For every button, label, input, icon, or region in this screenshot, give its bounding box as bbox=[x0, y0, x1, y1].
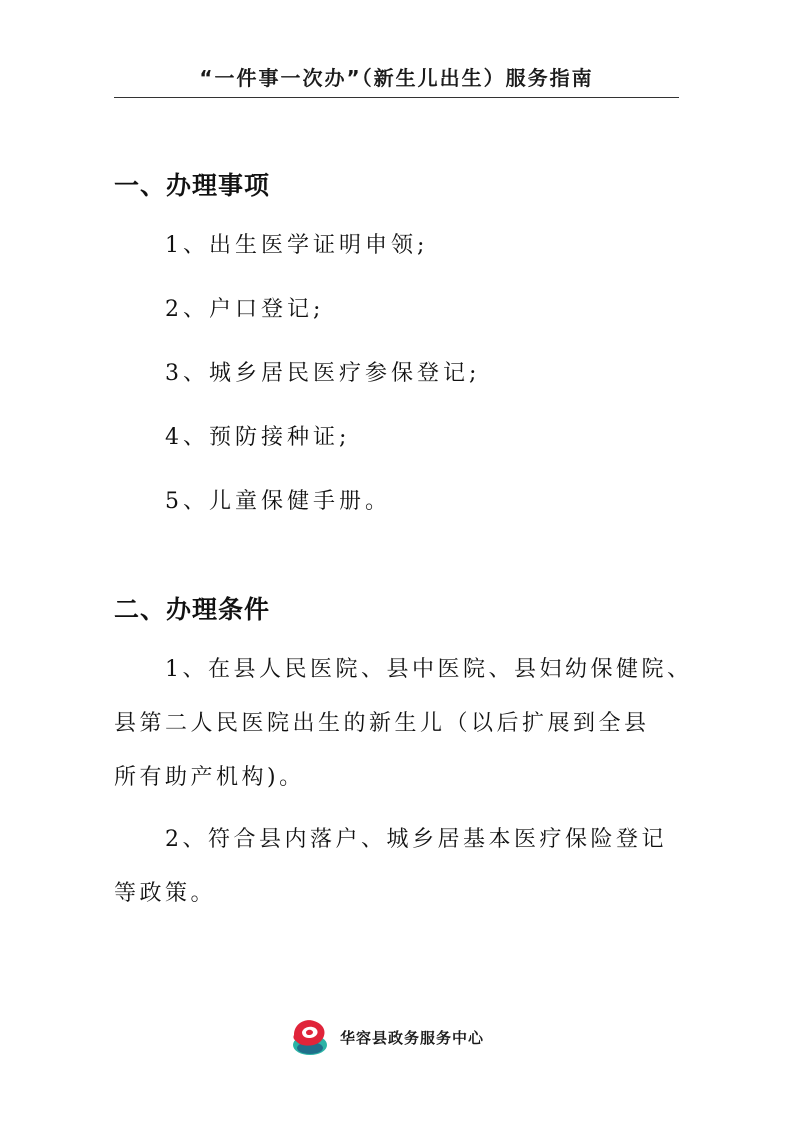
paragraph-line: 所有助产机构)。 bbox=[114, 765, 305, 790]
paragraph-line: 等政策。 bbox=[114, 881, 217, 906]
list-item: 2、户口登记; bbox=[165, 297, 325, 322]
list-item: 1、出生医学证明申领; bbox=[165, 233, 429, 258]
paragraph-line: 1、在县人民医院、县中医院、县妇幼保健院、 bbox=[165, 657, 693, 682]
header-divider bbox=[114, 97, 679, 98]
list-item: 5、儿童保健手册。 bbox=[165, 489, 391, 514]
paragraph-line: 2、符合县内落户、城乡居基本医疗保险登记 bbox=[165, 827, 667, 852]
list-item: 3、城乡居民医疗参保登记; bbox=[165, 361, 481, 386]
government-service-logo-icon bbox=[288, 1015, 332, 1059]
paragraph-line: 县第二人民医院出生的新生儿（以后扩展到全县 bbox=[114, 711, 650, 736]
footer bbox=[288, 1012, 484, 1062]
list-item: 4、预防接种证; bbox=[165, 425, 351, 450]
footer-org-name: 华容县政务服务中心 bbox=[340, 1028, 485, 1047]
section-heading-matters: 一、办理事项 bbox=[114, 171, 271, 200]
section-heading-conditions: 二、办理条件 bbox=[114, 595, 271, 624]
page-header-title: “一件事一次办”（新生儿出生）服务指南 bbox=[199, 66, 594, 90]
